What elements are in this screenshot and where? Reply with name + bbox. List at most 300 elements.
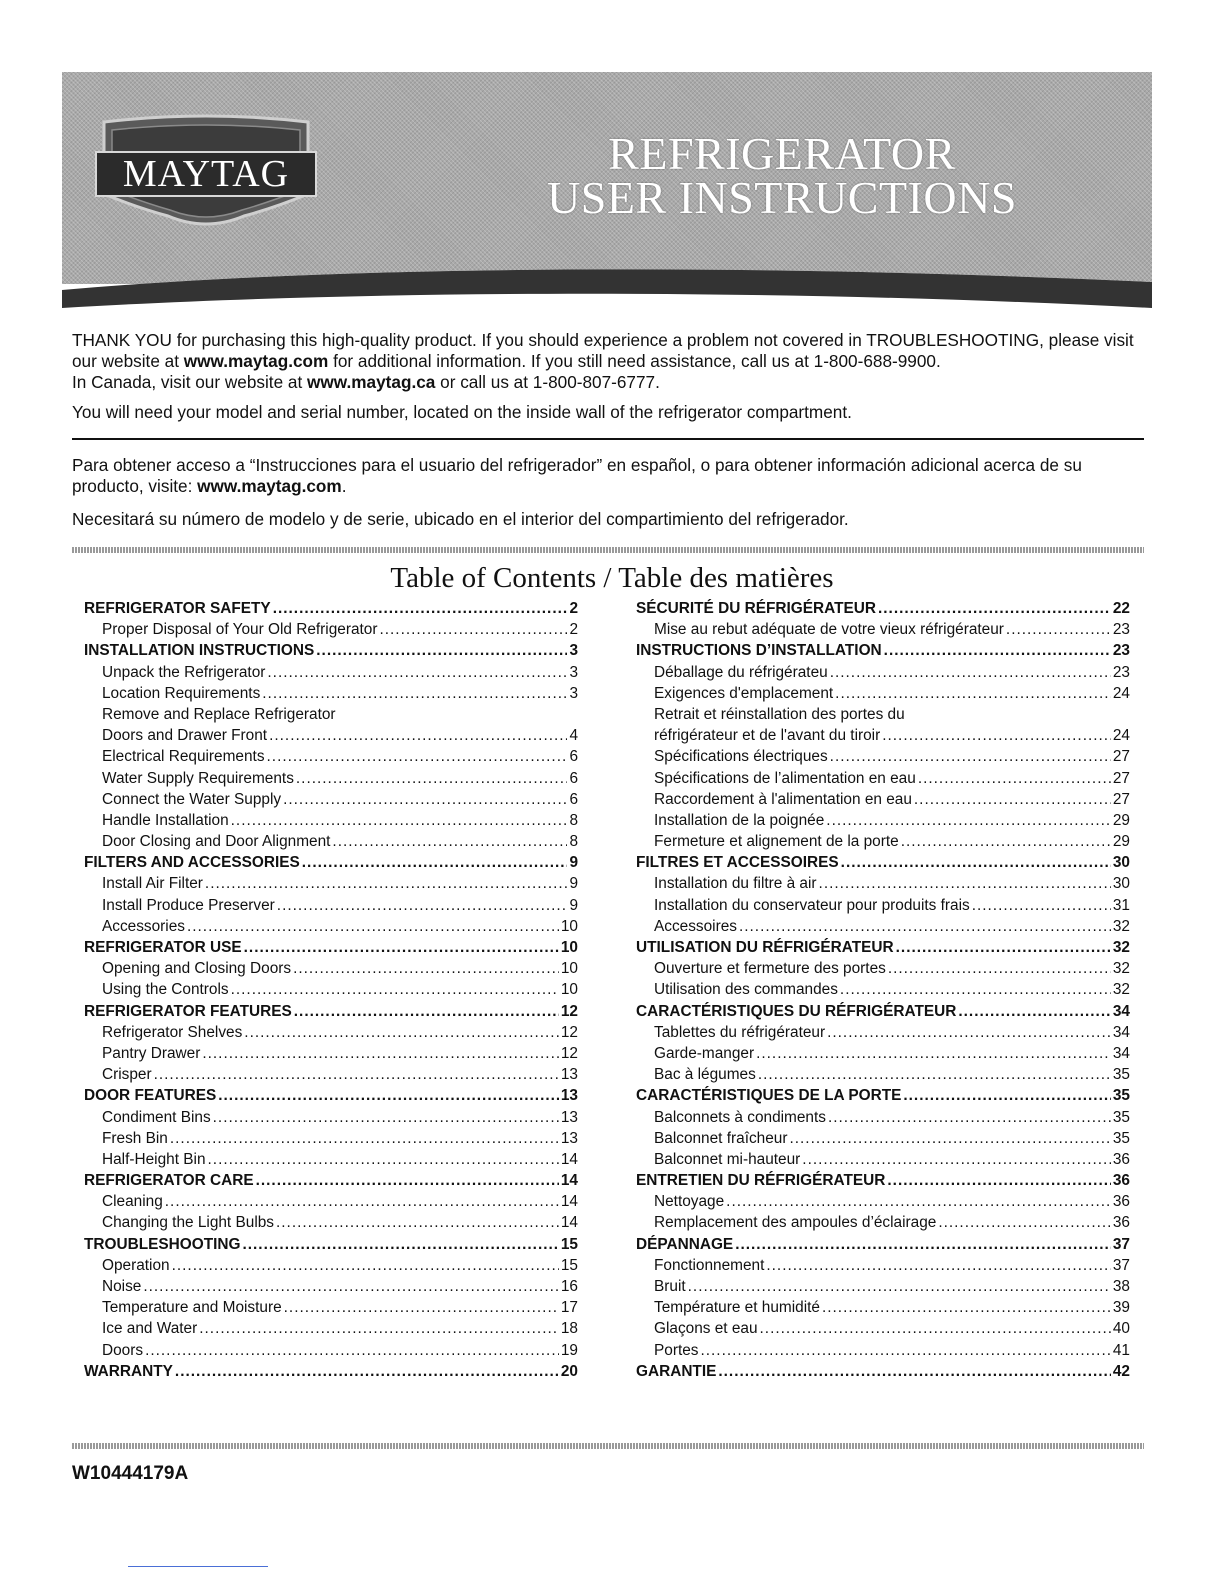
toc-subsection-entry[interactable] [636, 960, 1130, 981]
toc-section-entry[interactable] [636, 854, 1130, 875]
toc-page-number: 12 [560, 1044, 578, 1062]
toc-entry-label: GARANTIE [636, 1362, 717, 1380]
toc-entry-label: DOOR FEATURES [84, 1087, 217, 1105]
toc-subsection-entry[interactable] [636, 1130, 1130, 1151]
toc-subsection-entry[interactable] [84, 1342, 578, 1363]
toc-entry-label: Installation de la poignée [654, 811, 825, 829]
toc-subsection-entry[interactable] [636, 664, 1130, 685]
dot-leader [316, 642, 567, 660]
toc-subsection-entry[interactable] [636, 812, 1130, 833]
dot-leader [1006, 621, 1111, 639]
dot-leader [293, 960, 559, 978]
dot-leader [154, 1066, 559, 1084]
dot-leader [267, 664, 567, 682]
toc-entry-label: Balconnets à condiments [654, 1108, 826, 1126]
toc-entry-label: Temperature and Moisture [102, 1299, 282, 1317]
toc-subsection-entry[interactable] [84, 897, 578, 918]
dot-leader [208, 1151, 559, 1169]
dot-leader [262, 685, 567, 703]
dot-leader [882, 727, 1111, 745]
toc-subsection-entry[interactable] [84, 664, 578, 685]
dot-leader [888, 960, 1111, 978]
toc-section-entry[interactable] [636, 1172, 1130, 1193]
maytag-logo [94, 112, 318, 242]
toc-subsection-entry[interactable] [636, 1320, 1130, 1341]
toc-subsection-entry[interactable] [84, 1214, 578, 1235]
dot-leader [170, 1130, 559, 1148]
toc-page-number: 8 [569, 811, 578, 829]
toc-entry-label: Mise au rebut adéquate de votre vieux réfrigérateur [654, 621, 1004, 639]
toc-entry-label: Spécifications électriques [654, 748, 828, 766]
dot-leader [756, 1045, 1111, 1063]
toc-page-number: 32 [1112, 981, 1130, 999]
toc-entry-label: INSTRUCTIONS D’INSTALLATION [636, 642, 882, 660]
dot-leader [256, 1172, 559, 1190]
intro-text: In Canada, visit our website at [72, 372, 308, 392]
toc-entry-label: Opening and Closing Doors [102, 960, 292, 978]
dot-leader [878, 600, 1111, 618]
toc-entry-label: Condiment Bins [102, 1108, 211, 1126]
toc-page-number: 6 [569, 748, 578, 766]
toc-entry-label: Tablettes du réfrigérateur [654, 1023, 826, 1041]
toc-subsection-entry[interactable] [636, 1278, 1130, 1299]
toc-subsection-entry[interactable] [636, 1257, 1130, 1278]
toc-page-number: 13 [560, 1129, 578, 1147]
toc-page-number: 23 [1112, 621, 1130, 639]
toc-page-number: 27 [1112, 790, 1130, 808]
toc-page-number: 35 [1112, 1108, 1130, 1126]
toc-page-number: 8 [569, 833, 578, 851]
toc-subsection-entry[interactable] [84, 981, 578, 1002]
dot-leader [302, 854, 568, 872]
toc-page-number: 23 [1112, 642, 1130, 660]
document-code: W10444179A [72, 1463, 189, 1484]
toc-entry-label: Retrait et réinstallation des portes du [654, 705, 905, 723]
toc-subsection-entry[interactable] [84, 812, 578, 833]
dot-leader [914, 791, 1111, 809]
dot-leader [758, 1066, 1111, 1084]
toc-entry-label: Bruit [654, 1278, 686, 1295]
footer-line [128, 1566, 268, 1567]
toc-subsection-entry[interactable] [84, 621, 578, 642]
toc-title: Table of Contents / Table des matières [390, 562, 834, 594]
toc-entry-label: réfrigérateur et de l'avant du tiroir [654, 727, 881, 745]
toc-entry-label: Spécifications de l’alimentation en eau [654, 769, 916, 787]
dot-leader [242, 1236, 558, 1254]
toc-page-number: 9 [569, 896, 578, 914]
toc-section-entry[interactable] [636, 642, 1130, 663]
toc-page-number: 10 [560, 960, 578, 978]
dot-leader [828, 1109, 1111, 1127]
dot-leader [172, 1257, 559, 1275]
dot-leader [901, 833, 1111, 851]
toc-entry-label: Electrical Requirements [102, 748, 265, 766]
toc-page-number: 3 [569, 684, 578, 702]
dot-leader [739, 918, 1111, 936]
dot-leader [718, 1363, 1111, 1381]
toc-section-entry[interactable] [84, 1087, 578, 1108]
toc-entry-label: Door Closing and Door Alignment [102, 833, 331, 851]
toc-entry-label: REFRIGERATOR SAFETY [84, 600, 271, 617]
dot-leader [143, 1278, 559, 1296]
dot-leader [835, 685, 1111, 703]
toc-page-number: 29 [1112, 811, 1130, 829]
intro-text: or call us at 1-800-807-6777. [435, 372, 660, 392]
dot-leader [218, 1087, 559, 1105]
toc-page-number: 14 [560, 1150, 578, 1168]
dotted-divider [72, 547, 1144, 553]
toc-subsection-entry[interactable] [636, 1109, 1130, 1130]
dot-leader [187, 918, 559, 936]
toc-page-number: 9 [569, 875, 578, 893]
dot-leader [766, 1257, 1111, 1275]
toc-subsection-entry[interactable] [84, 791, 578, 812]
toc-entry-label: Handle Installation [102, 811, 229, 829]
dot-leader [283, 791, 567, 809]
toc-entry-label: FILTRES ET ACCESSOIRES [636, 854, 839, 872]
toc-page-number: 15 [560, 1235, 578, 1253]
toc-subsection-entry[interactable] [636, 685, 1130, 706]
dot-leader [938, 1214, 1111, 1232]
toc-subsection-entry[interactable] [84, 833, 578, 854]
model-serial-note: You will need your model and serial number, located on the inside wall of the refrigerator compartment. [72, 402, 852, 422]
toc-page-number: 32 [1112, 960, 1130, 978]
toc-page-number: 27 [1112, 748, 1130, 766]
toc-subsection-entry[interactable] [84, 1045, 578, 1066]
website-link-spanish[interactable]: www.maytag.com [197, 476, 342, 496]
toc-page-number: 14 [560, 1214, 578, 1232]
toc-page-number: 36 [1112, 1214, 1130, 1232]
banner-title-line1: REFRIGERATOR [608, 128, 956, 179]
dot-leader [760, 1320, 1111, 1338]
toc-subsection-entry[interactable] [636, 897, 1130, 918]
toc-page-number: 39 [1112, 1299, 1130, 1317]
toc-entry-label: Remplacement des ampoules d’éclairage [654, 1214, 937, 1232]
toc-subsection-entry[interactable] [84, 685, 578, 706]
toc-entry-label: Proper Disposal of Your Old Refrigerator [102, 621, 378, 639]
intro-text: . [341, 476, 347, 496]
toc-page-number: 32 [1112, 939, 1130, 956]
toc-subsection-entry[interactable] [636, 727, 1130, 748]
toc-page-number: 35 [1112, 1087, 1130, 1105]
dot-leader [789, 1130, 1110, 1148]
section-divider [72, 438, 1144, 440]
toc-page-number: 36 [1112, 1193, 1130, 1211]
toc-entry-label: WARRANTY [84, 1362, 173, 1380]
toc-subsection-entry[interactable] [636, 1193, 1130, 1214]
toc-section-entry[interactable] [84, 1003, 578, 1024]
toc-subsection-entry[interactable] [84, 1299, 578, 1320]
dot-leader [827, 1024, 1111, 1042]
toc-entry-label: Using the Controls [102, 981, 229, 999]
toc-entry-label: Installation du conservateur pour produits frais [654, 896, 970, 914]
toc-subsection-entry[interactable] [84, 770, 578, 791]
toc-page-number: 15 [560, 1256, 578, 1274]
toc-page-number: 40 [1112, 1320, 1130, 1338]
toc-entry-label: Changing the Light Bulbs [102, 1214, 274, 1232]
toc-column-french [636, 600, 1130, 1384]
toc-subsection-entry[interactable] [84, 1193, 578, 1214]
toc-entry-label: Portes [654, 1341, 699, 1359]
toc-entry-label: DÉPANNAGE [636, 1235, 734, 1253]
dot-leader [332, 833, 567, 851]
toc-page-number: 35 [1112, 1129, 1130, 1147]
toc-entry-label: Bac à légumes [654, 1066, 756, 1084]
toc-subsection-entry[interactable] [84, 918, 578, 939]
toc-page-number: 37 [1112, 1235, 1130, 1253]
toc-subsection-entry[interactable] [636, 621, 1130, 642]
toc-subsection-entry[interactable] [636, 1342, 1130, 1363]
toc-page-number: 24 [1112, 727, 1130, 745]
toc-page-number: 35 [1112, 1066, 1130, 1084]
dot-leader [726, 1193, 1111, 1211]
toc-entry-label: Pantry Drawer [102, 1044, 201, 1062]
toc-subsection-entry[interactable] [84, 1130, 578, 1151]
toc-subsection-entry[interactable] [84, 1066, 578, 1087]
toc-page-number: 6 [569, 790, 578, 808]
dot-leader [819, 875, 1111, 893]
toc-entry-label: REFRIGERATOR FEATURES [84, 1002, 292, 1020]
toc-page-number: 23 [1112, 663, 1130, 681]
toc-page-number: 41 [1112, 1341, 1130, 1359]
dot-leader [165, 1193, 559, 1211]
toc-page-number: 24 [1112, 684, 1130, 702]
toc-entry-label: Exigences d'emplacement [654, 684, 834, 702]
toc-subsection-entry[interactable] [636, 981, 1130, 1002]
toc-entry-label: Accessories [102, 917, 185, 935]
toc-page-number: 22 [1112, 600, 1130, 617]
toc-entry-label: Connect the Water Supply [102, 790, 282, 808]
toc-page-number: 16 [560, 1278, 578, 1295]
toc-entry-label: Doors [102, 1341, 144, 1359]
website-link-canada[interactable]: www.maytag.ca [307, 372, 436, 392]
model-serial-note-spanish: Necesitará su número de modelo y de serie, ubicado en el interior del compartimiento del refrigerador. [72, 509, 849, 529]
banner-title-line2: USER INSTRUCTIONS [547, 172, 1017, 223]
toc-page-number: 14 [560, 1172, 578, 1190]
toc-entry-label: Température et humidité [654, 1299, 820, 1317]
toc-entry-label: ENTRETIEN DU RÉFRIGÉRATEUR [636, 1172, 886, 1190]
toc-entry-label: Noise [102, 1278, 142, 1295]
toc-subsection-entry[interactable] [636, 918, 1130, 939]
toc-column-english [84, 600, 578, 1384]
dot-leader [735, 1236, 1111, 1254]
toc-entry-label: Accessoires [654, 917, 737, 935]
banner-title [482, 128, 1082, 223]
toc-page-number: 10 [560, 917, 578, 935]
toc-page-number: 32 [1112, 917, 1130, 935]
toc-entry-label: REFRIGERATOR USE [84, 939, 242, 956]
toc-entry-label: Crisper [102, 1066, 152, 1084]
toc-section-entry[interactable] [636, 939, 1130, 960]
toc-page-number: 36 [1112, 1150, 1130, 1168]
toc-entry-label: Ice and Water [102, 1320, 198, 1338]
toc-entry-label: Glaçons et eau [654, 1320, 758, 1338]
dot-leader [213, 1109, 559, 1127]
toc-entry-label: REFRIGERATOR CARE [84, 1172, 254, 1190]
toc-subsection-entry[interactable] [636, 875, 1130, 896]
toc-subsection-entry[interactable] [84, 1320, 578, 1341]
toc-entry-label: CARACTÉRISTIQUES DE LA PORTE [636, 1087, 902, 1105]
dot-leader [840, 981, 1111, 999]
toc-entry-label: TROUBLESHOOTING [84, 1235, 241, 1253]
toc-subsection-entry[interactable] [84, 1024, 578, 1045]
dot-leader [273, 600, 568, 618]
toc-section-entry[interactable] [84, 854, 578, 875]
toc-entry-label: Cleaning [102, 1193, 163, 1211]
toc-subsection-entry[interactable] [636, 1299, 1130, 1320]
dot-leader [688, 1278, 1111, 1296]
toc-page-number: 36 [1112, 1172, 1130, 1190]
dot-leader [958, 1003, 1111, 1021]
toc-entry-label: Refrigerator Shelves [102, 1023, 243, 1041]
toc-entry-label: CARACTÉRISTIQUES DU RÉFRIGÉRATEUR [636, 1002, 957, 1020]
toc-subsection-entry[interactable] [84, 748, 578, 769]
dot-leader [826, 812, 1111, 830]
dotted-divider [72, 1443, 1144, 1449]
toc-page-number: 30 [1112, 854, 1130, 872]
toc-entry-label: Remove and Replace Refrigerator [102, 705, 336, 723]
toc-entry-label: Nettoyage [654, 1193, 725, 1211]
dot-leader [284, 1299, 559, 1317]
toc-entry-label: Installation du filtre à air [654, 875, 817, 893]
toc-section-entry[interactable] [84, 939, 578, 960]
toc-page-number: 12 [560, 1023, 578, 1041]
dot-leader [276, 1214, 559, 1232]
toc-entry-label: Install Air Filter [102, 875, 203, 893]
intro-paragraph-english [72, 330, 1152, 393]
dot-leader [830, 664, 1111, 682]
toc-entry-label: Balconnet fraîcheur [654, 1129, 788, 1147]
banner-swoosh [62, 268, 1152, 316]
intro-text: Para obtener acceso a “Instrucciones para el usuario del refrigerador” en español, o para obtener información adicional acerca de su producto, visite: [72, 455, 1082, 496]
toc-page-number: 6 [569, 769, 578, 787]
toc-section-entry[interactable] [636, 1087, 1130, 1108]
toc-entry-label: Fonctionnement [654, 1256, 765, 1274]
toc-page-number: 17 [560, 1299, 578, 1317]
toc-subsection-entry[interactable] [636, 833, 1130, 854]
toc-page-number: 14 [560, 1193, 578, 1211]
toc-page-number: 42 [1112, 1362, 1130, 1380]
toc-subsection-entry[interactable] [84, 727, 578, 748]
toc-section-entry[interactable] [84, 1172, 578, 1193]
toc-page-number: 4 [569, 727, 578, 745]
dot-leader [296, 770, 568, 788]
toc-subsection-entry[interactable] [636, 1214, 1130, 1235]
toc-subsection-entry[interactable] [636, 1066, 1130, 1087]
toc-page-number: 13 [560, 1066, 578, 1084]
dot-leader [918, 770, 1111, 788]
dot-leader [884, 642, 1111, 660]
toc-section-entry[interactable] [636, 600, 1130, 621]
toc-subsection-entry[interactable] [636, 770, 1130, 791]
dot-leader [244, 1024, 559, 1042]
dot-leader [903, 1087, 1111, 1105]
toc-page-number: 38 [1112, 1278, 1130, 1295]
dot-leader [231, 981, 559, 999]
dot-leader [269, 727, 567, 745]
toc-page-number: 9 [569, 854, 578, 872]
toc-entry-label: Balconnet mi-hauteur [654, 1150, 801, 1168]
intro-paragraph-spanish [72, 455, 1152, 497]
dot-leader [202, 1045, 559, 1063]
header-banner [62, 72, 1152, 316]
dot-leader [175, 1363, 559, 1381]
website-link-us[interactable]: www.maytag.com [183, 351, 329, 371]
toc-entry-label: Fermeture et alignement de la porte [654, 833, 899, 851]
toc-page-number: 3 [569, 663, 578, 681]
dot-leader [205, 875, 568, 893]
toc-page-number: 10 [560, 981, 578, 999]
toc-page-number: 2 [569, 621, 578, 639]
toc-entry-label: SÉCURITÉ DU RÉFRIGÉRATEUR [636, 600, 876, 617]
toc-entry-label: Utilisation des commandes [654, 981, 838, 999]
toc-entry-label: Ouverture et fermeture des portes [654, 960, 886, 978]
dot-leader [244, 939, 559, 957]
toc-entry-label: Install Produce Preserver [102, 896, 275, 914]
toc-entry-label: Raccordement à l'alimentation en eau [654, 790, 912, 808]
toc-entry-label: UTILISATION DU RÉFRIGÉRATEUR [636, 939, 894, 956]
toc-section-entry[interactable] [84, 1236, 578, 1257]
toc-page-number: 31 [1112, 896, 1130, 914]
toc-subsection-entry[interactable] [636, 748, 1130, 769]
toc-section-entry[interactable] [84, 642, 578, 663]
toc-subsection-entry[interactable] [84, 1151, 578, 1172]
toc-page-number: 13 [560, 1087, 578, 1105]
toc-page-number: 3 [569, 642, 578, 660]
toc-section-entry[interactable] [84, 1363, 578, 1384]
toc-entry-label: INSTALLATION INSTRUCTIONS [84, 642, 315, 660]
toc-subsection-entry[interactable] [636, 1151, 1130, 1172]
toc-section-entry[interactable] [636, 1363, 1130, 1384]
dot-leader [896, 939, 1111, 957]
toc-subsection-entry[interactable] [84, 960, 578, 981]
toc-entry-label: FILTERS AND ACCESSORIES [84, 854, 300, 872]
toc-entry-label: Water Supply Requirements [102, 769, 294, 787]
toc-subsection-entry[interactable] [636, 791, 1130, 812]
toc-entry-label: Fresh Bin [102, 1129, 168, 1147]
dot-leader [379, 621, 567, 639]
toc-page-number: 19 [560, 1341, 578, 1359]
dot-leader [887, 1172, 1110, 1190]
toc-subsection-entry[interactable] [84, 1257, 578, 1278]
toc-page-number: 10 [560, 939, 578, 956]
toc-subsection-entry[interactable] [636, 1024, 1130, 1045]
dot-leader [231, 812, 568, 830]
toc-page-number: 30 [1112, 875, 1130, 893]
toc-entry-label: Location Requirements [102, 684, 261, 702]
toc-page-number: 34 [1112, 1002, 1130, 1020]
toc-page-number: 34 [1112, 1044, 1130, 1062]
toc-page-number: 18 [560, 1320, 578, 1338]
toc-section-entry[interactable] [636, 1236, 1130, 1257]
intro-text: for additional information. If you still need assistance, call us at 1-800-688-9900. [328, 351, 941, 371]
toc-section-entry[interactable] [636, 1003, 1130, 1024]
toc-entry-label: Operation [102, 1256, 170, 1274]
dot-leader [294, 1003, 559, 1021]
dot-leader [267, 748, 568, 766]
logo-text: MAYTAG [122, 153, 290, 195]
dot-leader [802, 1151, 1111, 1169]
dot-leader [830, 748, 1111, 766]
dot-leader [822, 1299, 1111, 1317]
toc-subsection-entry[interactable] [636, 1045, 1130, 1066]
toc-subsection-entry[interactable] [84, 1109, 578, 1130]
toc-section-entry[interactable] [84, 600, 578, 621]
intro-text: THANK YOU for purchasing this high-quality product. If you should experience a problem not covered in TROUBLESHOOTING, please visit our website at [72, 330, 1134, 371]
toc-subsection-entry[interactable] [84, 1278, 578, 1299]
toc-subsection-entry[interactable] [84, 875, 578, 896]
toc-entry-label: Déballage du réfrigérateu [654, 663, 828, 681]
